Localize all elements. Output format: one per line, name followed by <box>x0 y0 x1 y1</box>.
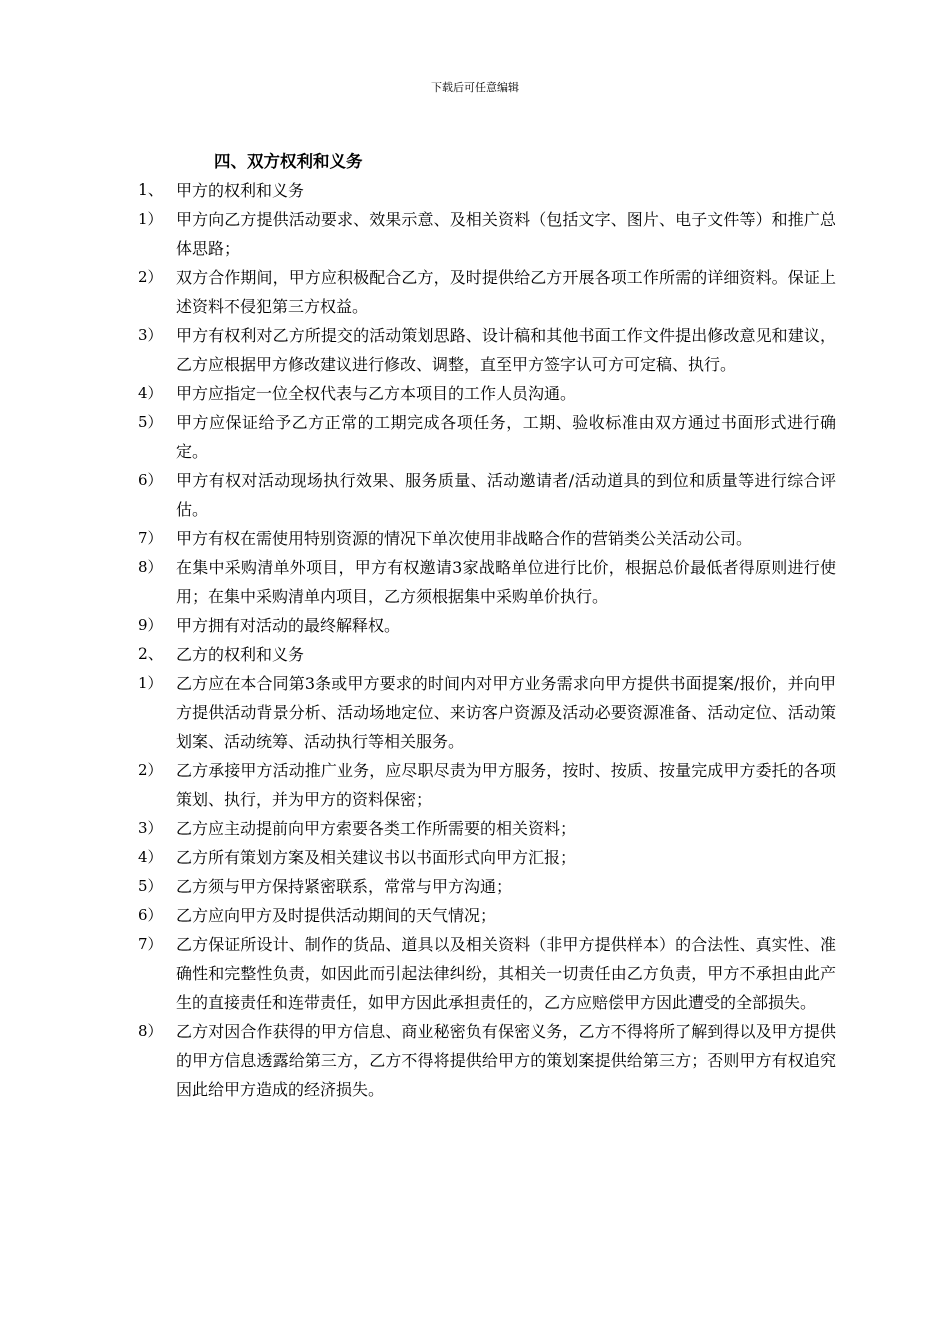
item-text: 乙方须与甲方保持紧密联系，常常与甲方沟通； <box>176 877 513 896</box>
list-item <box>0 205 836 263</box>
item-text: 乙方保证所设计、制作的货品、道具以及相关资料（非甲方提供样本）的合法性、真实性、准确性和完整性负责，如因此而引起法律纠纷，其相关一切责任由乙方负责，甲方不承担由此产生的直接责任和连带责任，如甲方因此承担责任的，乙方应赔偿甲方因此遭受的全部损失。 <box>176 935 836 1012</box>
item-number: 2、 <box>138 645 164 663</box>
item-number: 7） <box>138 935 163 953</box>
item-text: 乙方应主动提前向甲方索要各类工作所需要的相关资料； <box>176 819 577 838</box>
item-number: 1） <box>138 674 163 692</box>
item-text: 甲方的权利和义务 <box>176 181 305 200</box>
section-title: 四、双方权利和义务 <box>214 152 363 171</box>
list-item <box>0 321 836 379</box>
item-text: 乙方对因合作获得的甲方信息、商业秘密负有保密义务，乙方不得将所了解到得以及甲方提供的甲方信息透露给第三方，乙方不得将提供给甲方的策划案提供给第三方；否则甲方有权追究因此给甲方造成的经济损失。 <box>176 1022 836 1099</box>
item-number: 8） <box>138 1022 163 1040</box>
item-text: 甲方有权对活动现场执行效果、服务质量、活动邀请者/活动道具的到位和质量等进行综合评估。 <box>176 471 836 519</box>
list-item <box>0 756 836 814</box>
item-text: 甲方应指定一位全权代表与乙方本项目的工作人员沟通。 <box>176 384 577 403</box>
item-text: 甲方向乙方提供活动要求、效果示意、及相关资料（包括文字、图片、电子文件等）和推广总体思路； <box>176 210 836 258</box>
list-item <box>0 843 836 872</box>
item-number: 2） <box>138 761 163 779</box>
item-number: 2） <box>138 268 163 286</box>
item-number: 4） <box>138 384 163 402</box>
item-number: 9） <box>138 616 163 634</box>
list-item <box>0 814 836 843</box>
item-number: 3） <box>138 819 163 837</box>
item-text: 甲方有权利对乙方所提交的活动策划思路、设计稿和其他书面工作文件提出修改意见和建议，乙方应根据甲方修改建议进行修改、调整，直至甲方签字认可方可定稿、执行。 <box>176 326 836 374</box>
item-number: 6） <box>138 471 163 489</box>
item-text: 乙方承接甲方活动推广业务，应尽职尽责为甲方服务，按时、按质、按量完成甲方委托的各项策划、执行，并为甲方的资料保密； <box>176 761 836 809</box>
section-heading <box>0 640 836 669</box>
item-text: 乙方的权利和义务 <box>176 645 305 664</box>
item-text: 双方合作期间，甲方应积极配合乙方，及时提供给乙方开展各项工作所需的详细资料。保证上述资料不侵犯第三方权益。 <box>176 268 836 316</box>
section-heading <box>0 176 836 205</box>
item-text: 甲方应保证给予乙方正常的工期完成各项任务，工期、验收标准由双方通过书面形式进行确定。 <box>176 413 836 461</box>
page-header: 下载后可任意编辑 <box>431 81 519 94</box>
list-item <box>0 466 836 524</box>
list-item <box>0 930 836 1017</box>
list-item <box>0 901 836 930</box>
item-number: 5） <box>138 413 163 431</box>
list-item <box>0 1017 836 1104</box>
item-number: 3） <box>138 326 163 344</box>
list-item <box>0 872 836 901</box>
item-number: 6） <box>138 906 163 924</box>
list-item <box>0 379 836 408</box>
item-text: 甲方拥有对活动的最终解释权。 <box>176 616 401 635</box>
list-item <box>0 408 836 466</box>
item-number: 7） <box>138 529 163 547</box>
item-text: 在集中采购清单外项目，甲方有权邀请3家战略单位进行比价，根据总价最低者得原则进行使用；在集中采购清单内项目，乙方须根据集中采购单价执行。 <box>176 558 836 606</box>
item-text: 乙方所有策划方案及相关建议书以书面形式向甲方汇报； <box>176 848 577 867</box>
list-item <box>0 553 836 611</box>
list-item <box>0 524 836 553</box>
item-text: 乙方应在本合同第3条或甲方要求的时间内对甲方业务需求向甲方提供书面提案/报价，并向甲方提供活动背景分析、活动场地定位、来访客户资源及活动必要资源准备、活动定位、活动策划案、活动统筹、活动执行等相关服务。 <box>176 674 836 751</box>
list-item <box>0 669 836 756</box>
list-item <box>0 263 836 321</box>
item-text: 甲方有权在需使用特别资源的情况下单次使用非战略合作的营销类公关活动公司。 <box>176 529 753 548</box>
item-number: 5） <box>138 877 163 895</box>
item-text: 乙方应向甲方及时提供活动期间的天气情况； <box>176 906 497 925</box>
list-item <box>0 611 836 640</box>
document-body <box>0 176 950 1104</box>
item-number: 1） <box>138 210 163 228</box>
item-number: 1、 <box>138 181 164 199</box>
item-number: 4） <box>138 848 163 866</box>
item-number: 8） <box>138 558 163 576</box>
